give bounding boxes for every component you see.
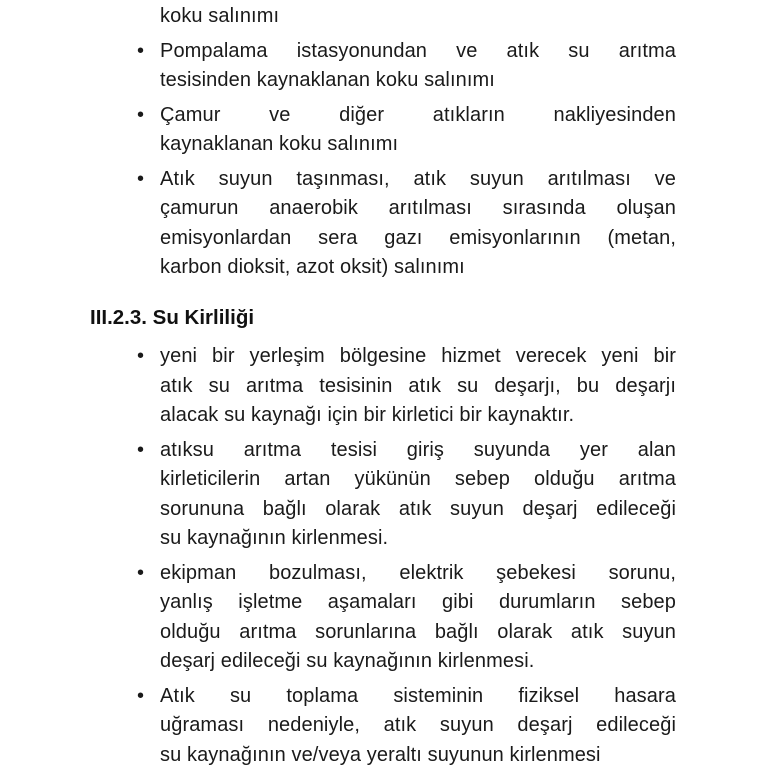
bullet-item [160,559,676,677]
text-line: deşarj edileceği su kaynağının kirlenmesi. [160,647,676,677]
bullet-marker-icon: • [137,436,144,466]
text-line: Atık suyun taşınması, atık suyun arıtılması ve [160,165,676,195]
text-line: emisyonlardan sera gazı emisyonlarının (metan, [160,224,676,254]
bullet-marker-icon: • [137,559,144,589]
text-line: kirleticilerin artan yükünün sebep olduğu arıtma [160,465,676,495]
text-line: uğraması nedeniyle, atık suyun deşarj edileceği [160,711,676,741]
bullet-marker-icon: • [137,342,144,372]
bullet-item [160,165,676,283]
text-line: olduğu arıtma sorunlarına bağlı olarak atık suyun [160,618,676,648]
text-line: su kaynağının kirlenmesi. [160,524,676,554]
text-line: su kaynağının ve/veya yeraltı suyunun kirlenmesi [160,741,676,770]
text-line: Çamur ve diğer atıkların nakliyesinden [160,101,676,131]
text-line: koku salınımı [160,2,676,32]
bullet-marker-icon: • [137,101,144,131]
bullet-marker-icon: • [137,165,144,195]
text-line: Pompalama istasyonundan ve atık su arıtma [160,37,676,67]
bullet-marker-icon: • [137,37,144,67]
text-line: alacak su kaynağı için bir kirletici bir kaynaktır. [160,401,676,431]
bullet-item [160,682,676,770]
bullet-marker-icon: • [137,682,144,712]
text-line: atıksu arıtma tesisi giriş suyunda yer alan [160,436,676,466]
bullet-item [160,436,676,554]
text-line: sorununa bağlı olarak atık suyun deşarj edileceği [160,495,676,525]
section-heading: III.2.3. Su Kirliliği [90,303,768,333]
paragraph-continuation [160,2,676,32]
text-line: tesisinden kaynaklanan koku salınımı [160,66,676,96]
text-line: atık su arıtma tesisinin atık su deşarjı, bu deşarjı [160,372,676,402]
bullet-item [160,342,676,431]
text-line: çamurun anaerobik arıtılması sırasında oluşan [160,194,676,224]
bullet-item [160,37,676,96]
text-line: karbon dioksit, azot oksit) salınımı [160,253,676,283]
text-line: yanlış işletme aşamaları gibi durumların sebep [160,588,676,618]
text-line: ekipman bozulması, elektrik şebekesi sorunu, [160,559,676,589]
bullet-item [160,101,676,160]
text-line: yeni bir yerleşim bölgesine hizmet verecek yeni bir [160,342,676,372]
text-line: kaynaklanan koku salınımı [160,130,676,160]
text-line: Atık su toplama sisteminin fiziksel hasara [160,682,676,712]
